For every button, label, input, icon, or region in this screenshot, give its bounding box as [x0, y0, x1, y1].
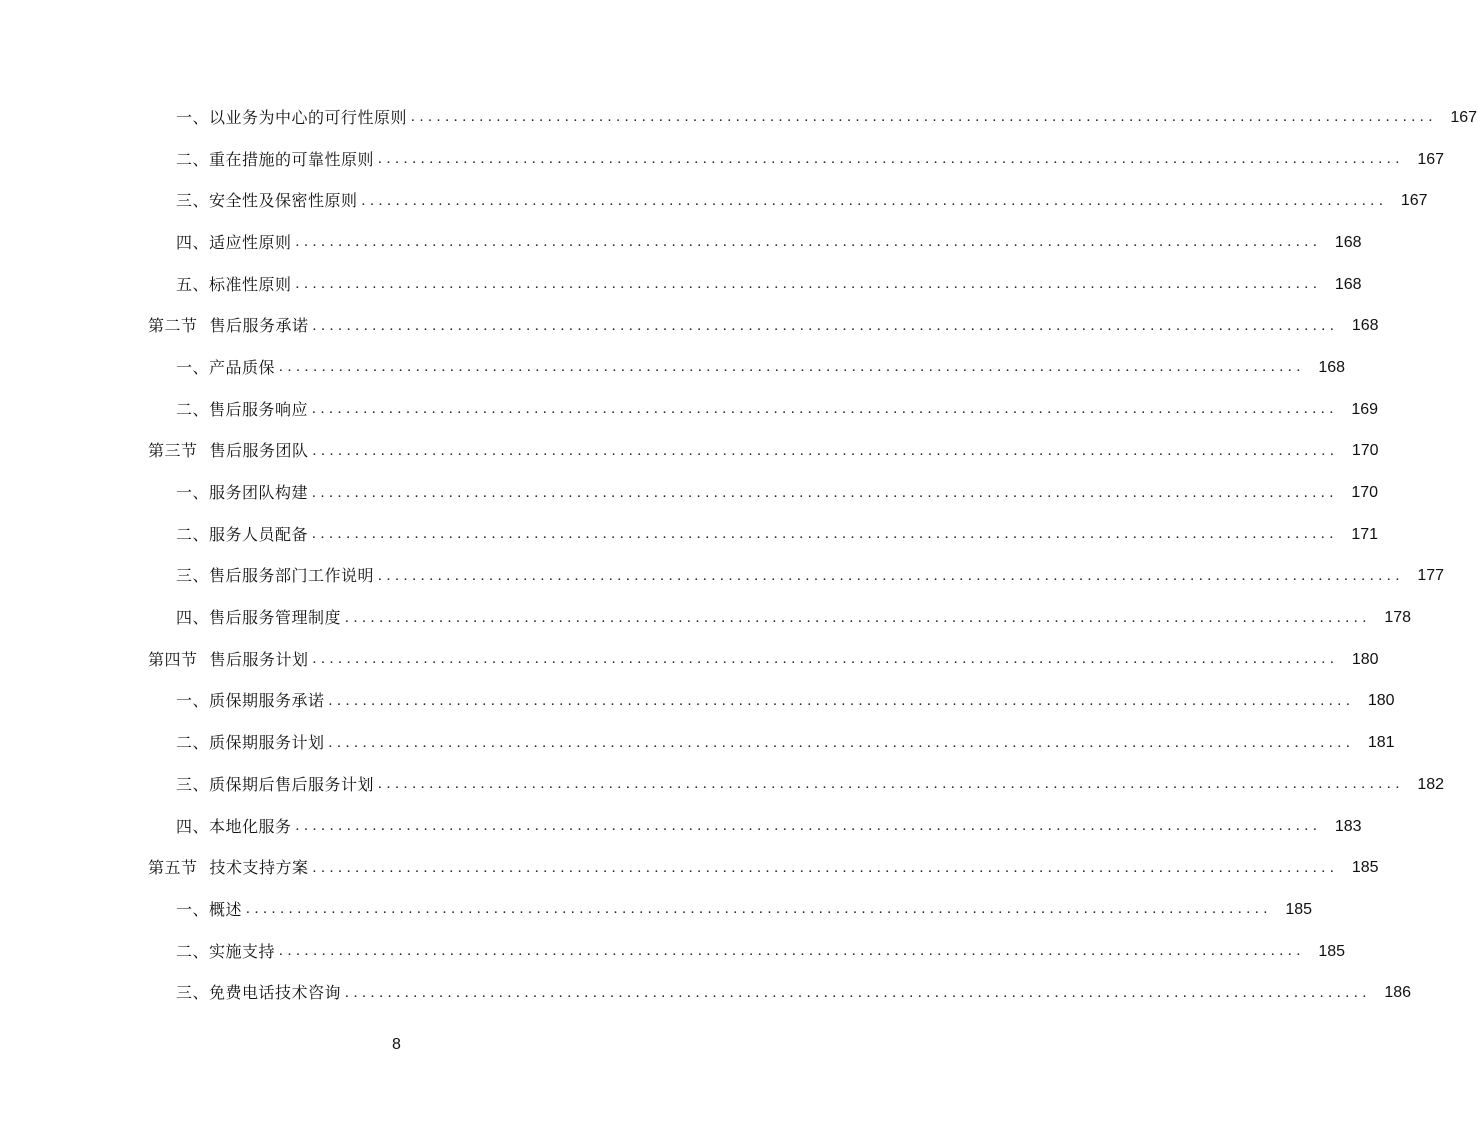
- toc-entry-title: [148, 443, 309, 459]
- toc-entry[interactable]: [0, 472, 1379, 514]
- toc-entry-title: 四、适应性原则: [176, 232, 292, 252]
- toc-page-number: 167: [1417, 150, 1445, 168]
- toc-page-number: 168: [1318, 358, 1346, 376]
- toc-entry[interactable]: [0, 222, 1362, 264]
- toc-page-number: 167: [1450, 108, 1477, 126]
- toc-section-entry[interactable]: [0, 847, 1379, 889]
- toc-entry[interactable]: [0, 264, 1362, 306]
- toc-page-number: 178: [1384, 609, 1412, 627]
- toc-entry[interactable]: [0, 722, 1395, 764]
- toc-entry-title: 一、服务团队构建: [176, 483, 309, 503]
- toc-entry-title: [148, 860, 309, 876]
- toc-page-number: 171: [1351, 525, 1379, 543]
- toc-dot-leader: ........................................................................................................................: [345, 984, 1372, 1001]
- toc-entry-title: 一、概述: [176, 899, 243, 919]
- toc-section-number: 第五节: [148, 858, 198, 878]
- toc-dot-leader: ........................................................................................................................: [411, 109, 1438, 126]
- toc-dot-leader: ........................................................................................................................: [312, 859, 1339, 876]
- toc-entry-title: [148, 649, 309, 669]
- toc-entry[interactable]: [0, 139, 1445, 181]
- toc-dot-leader: ........................................................................................................................: [378, 776, 1405, 793]
- toc-entry[interactable]: [0, 889, 1313, 931]
- toc-entry[interactable]: [0, 972, 1412, 1014]
- toc-entry-title: 一、质保期服务承诺: [176, 691, 325, 711]
- toc-entry-title: 一、产品质保: [176, 357, 276, 377]
- toc-dot-leader: ........................................................................................................................: [328, 734, 1355, 751]
- toc-page-number: 167: [1400, 192, 1428, 210]
- toc-page-number: 170: [1351, 484, 1379, 502]
- toc-entry[interactable]: [0, 806, 1362, 848]
- toc-page-number: 168: [1334, 233, 1362, 251]
- toc-entry[interactable]: [0, 97, 1477, 139]
- toc-dot-leader: ........................................................................................................................: [312, 484, 1339, 501]
- toc-page-number: 177: [1417, 567, 1445, 585]
- toc-page-number: 180: [1351, 650, 1379, 668]
- toc-page-number: 186: [1384, 984, 1412, 1002]
- toc-page-number: 170: [1351, 442, 1379, 460]
- toc-section-title: 售后服务计划: [209, 649, 309, 669]
- toc-page-number: 181: [1367, 734, 1395, 752]
- toc-dot-leader: ........................................................................................................................: [378, 151, 1405, 168]
- toc-page-number: 168: [1334, 275, 1362, 293]
- toc-page-number: 183: [1334, 817, 1362, 835]
- toc-entry-title: 二、实施支持: [176, 941, 276, 961]
- toc-dot-leader: ........................................................................................................................: [312, 526, 1339, 543]
- toc-page-number: 169: [1351, 400, 1379, 418]
- toc-entry-title: 一、以业务为中心的可行性原则: [176, 107, 408, 127]
- toc-section-number: 第三节: [148, 441, 198, 461]
- toc-dot-leader: ........................................................................................................................: [345, 609, 1372, 626]
- toc-entry-title: 三、免费电话技术咨询: [176, 983, 342, 1003]
- toc-entry-title: 三、质保期后售后服务计划: [176, 774, 375, 794]
- toc-dot-leader: ........................................................................................................................: [246, 901, 1273, 918]
- toc-section-title: 售后服务承诺: [209, 316, 309, 336]
- toc-dot-leader: ........................................................................................................................: [279, 943, 1306, 960]
- toc-dot-leader: ........................................................................................................................: [361, 192, 1388, 209]
- toc-entry[interactable]: [0, 389, 1379, 431]
- toc-dot-leader: ........................................................................................................................: [312, 401, 1339, 418]
- toc-entry[interactable]: [0, 931, 1346, 973]
- toc-section-entry[interactable]: [0, 305, 1379, 347]
- toc-entry[interactable]: [0, 180, 1428, 222]
- toc-section-number: 第四节: [148, 649, 198, 669]
- toc-entry-title: 二、售后服务响应: [176, 399, 309, 419]
- toc-entry-title: 四、本地化服务: [176, 816, 292, 836]
- toc-page-number: 185: [1285, 900, 1313, 918]
- toc-dot-leader: ........................................................................................................................: [312, 442, 1339, 459]
- page-number: 8: [392, 1036, 401, 1053]
- toc-dot-leader: ........................................................................................................................: [312, 317, 1339, 334]
- toc-dot-leader: ........................................................................................................................: [295, 818, 1322, 835]
- table-of-contents: [0, 97, 1477, 1014]
- toc-page-number: 180: [1367, 692, 1395, 710]
- toc-entry[interactable]: [0, 764, 1445, 806]
- toc-section-title: 售后服务团队: [209, 441, 309, 461]
- toc-entry[interactable]: [0, 681, 1395, 723]
- toc-entry-title: [148, 318, 309, 334]
- toc-page-number: 185: [1351, 859, 1379, 877]
- toc-dot-leader: ........................................................................................................................: [312, 651, 1339, 668]
- toc-entry-title: 二、服务人员配备: [176, 524, 309, 544]
- toc-dot-leader: ........................................................................................................................: [295, 234, 1322, 251]
- toc-dot-leader: ........................................................................................................................: [279, 359, 1306, 376]
- toc-entry[interactable]: [0, 556, 1445, 598]
- toc-entry[interactable]: [0, 597, 1412, 639]
- toc-section-number: 第二节: [148, 316, 198, 336]
- toc-page-number: 185: [1318, 942, 1346, 960]
- toc-entry-title: 三、售后服务部门工作说明: [176, 566, 375, 586]
- toc-entry[interactable]: [0, 347, 1346, 389]
- toc-entry-title: 五、标准性原则: [176, 274, 292, 294]
- toc-dot-leader: ........................................................................................................................: [295, 276, 1322, 293]
- toc-entry-title: 二、重在措施的可靠性原则: [176, 149, 375, 169]
- toc-section-entry[interactable]: [0, 431, 1379, 473]
- toc-page-number: 182: [1417, 775, 1445, 793]
- toc-entry-title: 四、售后服务管理制度: [176, 608, 342, 628]
- toc-section-entry[interactable]: [0, 639, 1379, 681]
- toc-entry-title: 三、安全性及保密性原则: [176, 191, 358, 211]
- toc-entry-title: 二、质保期服务计划: [176, 733, 325, 753]
- toc-section-title: 技术支持方案: [209, 858, 309, 878]
- toc-dot-leader: ........................................................................................................................: [328, 692, 1355, 709]
- toc-dot-leader: ........................................................................................................................: [378, 567, 1405, 584]
- toc-entry[interactable]: [0, 514, 1379, 556]
- toc-page-number: 168: [1351, 317, 1379, 335]
